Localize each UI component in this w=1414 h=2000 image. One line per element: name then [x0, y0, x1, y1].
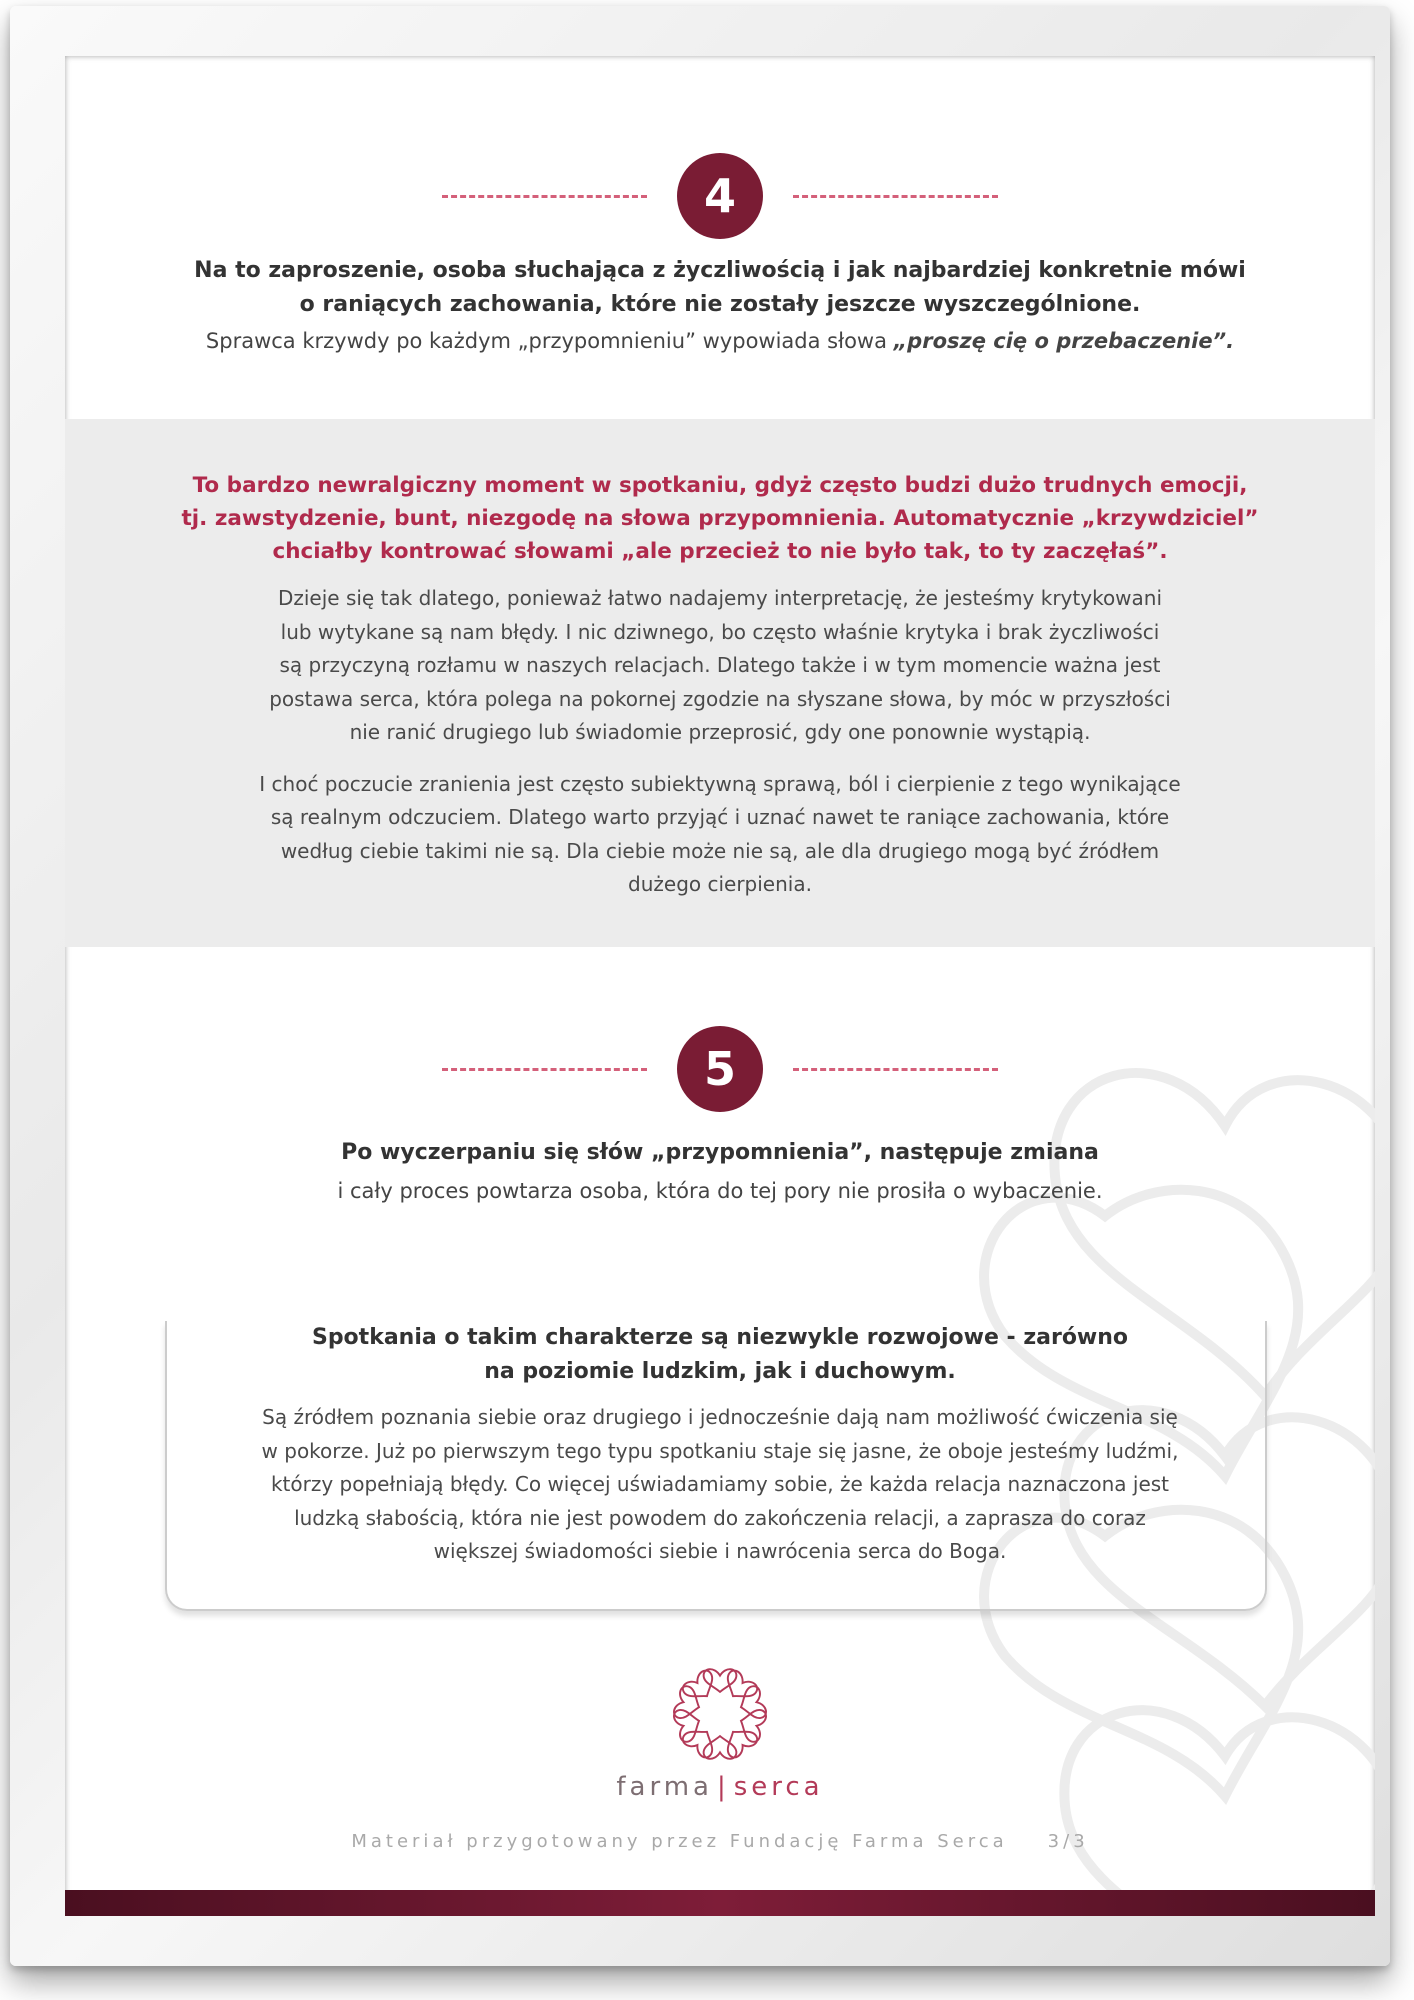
step-4-bold-line-1: Na to zaproszenie, osoba słuchająca z życzliwością i jak najbardziej konkretnie mówi	[194, 258, 1246, 283]
highlight-para-2-line-3: według ciebie takimi nie są. Dla ciebie może nie są, ale dla drugiego mogą być źródłem	[280, 838, 1160, 863]
dashed-line-left	[442, 195, 647, 198]
step-4-statement-prefix: Sprawca krzywdy po każdym „przypomnieniu” wypowiada słowa	[205, 329, 894, 353]
summary-text	[65, 1321, 1375, 1569]
highlight-red-line-3: chciałby kontrować słowami „ale przecież to nie było tak, to ty zaczęłaś”.	[272, 539, 1168, 564]
bottom-accent-bar	[65, 1890, 1375, 1916]
highlight-para-1-line-3: są przyczyną rozłamu w naszych relacjach. Dlatego także i w tym momencie ważna jest	[279, 653, 1161, 677]
footer	[65, 1831, 1375, 1852]
step-4-statement	[65, 324, 1375, 358]
step-4-statement-quote: „proszę cię o przebaczenie”.	[893, 329, 1235, 353]
highlight-text	[65, 469, 1375, 902]
logo-word-farma: farma	[616, 1772, 713, 1802]
step-5-statement: i cały proces powtarza osoba, która do tej pory nie prosiła o wybaczenie.	[337, 1179, 1103, 1203]
highlight-red-line-2: tj. zawstydzenie, bunt, niezgodę na słowa przypomnienia. Automatycznie „krzywdziciel”	[181, 506, 1259, 531]
highlight-para-1-line-5: nie ranić drugiego lub świadomie przeprosić, gdy one ponownie wystąpią.	[349, 720, 1091, 744]
summary-para-line-4: ludzką słabością, która nie jest powodem do zakończenia relacji, a zaprasza do coraz	[294, 1505, 1146, 1530]
highlight-para-2-line-1: I choć poczucie zranienia jest często subiektywną sprawą, ból i cierpienie z tego wynikające	[259, 771, 1181, 796]
step-4-header	[65, 153, 1375, 239]
highlight-para-2-line-4: dużego cierpienia.	[628, 872, 812, 896]
summary-para-line-2: w pokorze. Już po pierwszym tego typu spotkaniu staje się jasne, że oboje jesteśmy ludźmi,	[261, 1438, 1179, 1463]
step-4-text	[65, 254, 1375, 358]
farma-serca-logo	[65, 1666, 1375, 1802]
step-4-badge: 4	[677, 153, 763, 239]
dashed-line-right	[793, 195, 998, 198]
summary-bold-line-1: Spotkania o takim charakterze są niezwykle rozwojowe - zarówno	[311, 1325, 1129, 1350]
logo-separator: |	[716, 1772, 730, 1802]
step-5-badge: 5	[677, 1026, 763, 1112]
heart-rosette-icon	[672, 1666, 768, 1762]
summary-para-line-3: którzy popełniają błędy. Co więcej uświadamiamy sobie, że każda relacja naznaczona jest	[270, 1472, 1170, 1496]
summary-para-line-5: większej świadomości siebie i nawrócenia serca do Boga.	[433, 1539, 1007, 1563]
summary-para-line-1: Są źródłem poznania siebie oraz drugiego i jednocześnie dają nam możliwość ćwiczenia się	[262, 1405, 1178, 1429]
highlight-para-1-line-4: postawa serca, która polega na pokornej zgodzie na słyszane słowa, by móc w przyszłości	[269, 686, 1171, 711]
summary-bold-line-2: na poziomie ludzkim, jak i duchowym.	[484, 1359, 956, 1384]
highlight-para-1-line-1: Dzieje się tak dlatego, ponieważ łatwo nadajemy interpretację, że jesteśmy krytykowani	[277, 586, 1163, 610]
step-5-bold-line: Po wyczerpaniu się słów „przypomnienia”, następuje zmiana	[341, 1140, 1099, 1165]
logo-wordmark	[65, 1772, 1375, 1802]
highlight-red-line-1: To bardzo newralgiczny moment w spotkaniu, gdyż często budzi dużo trudnych emocji,	[192, 473, 1248, 498]
logo-word-serca: serca	[733, 1772, 824, 1802]
footer-credit: Materiał przygotowany przez Fundację Farma Serca	[351, 1831, 1008, 1852]
step-4-bold-line-2: o raniących zachowania, które nie zostały jeszcze wyszczególnione.	[299, 292, 1141, 317]
page-number: 3/3	[1047, 1831, 1089, 1852]
highlight-para-1-line-2: lub wytykane są nam błędy. I nic dziwnego, bo często właśnie krytyka i brak życzliwości	[280, 619, 1160, 644]
step-5-header	[65, 1026, 1375, 1112]
highlight-para-2-line-2: są realnym odczuciem. Dlatego warto przyjąć i uznać nawet te raniące zachowania, które	[270, 805, 1170, 829]
step-5-text	[65, 1136, 1375, 1208]
dashed-line-left	[442, 1068, 647, 1071]
dashed-line-right	[793, 1068, 998, 1071]
document-page	[65, 56, 1375, 1916]
picture-frame	[10, 6, 1390, 1966]
